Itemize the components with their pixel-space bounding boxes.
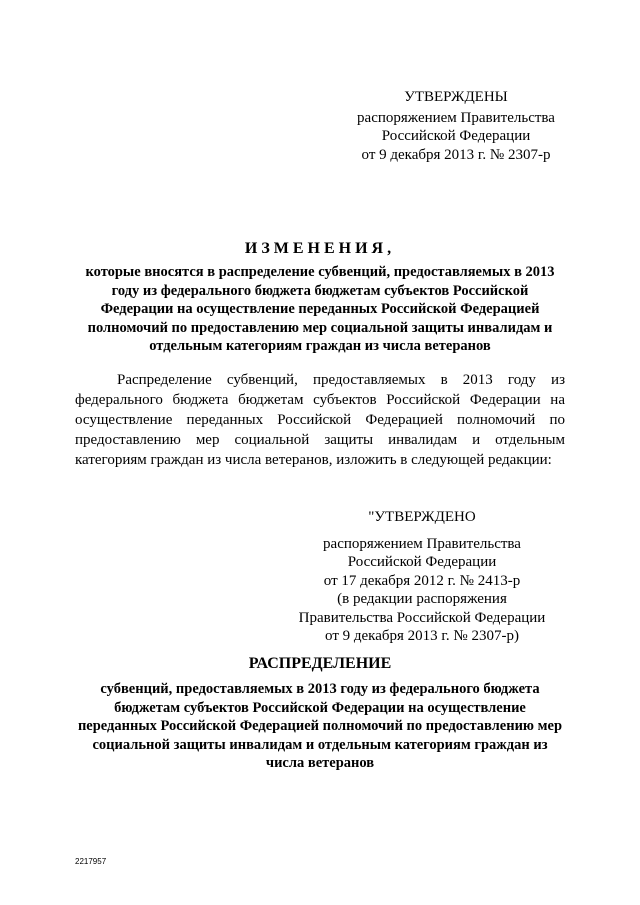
approval-line: распоряжением Правительства [323,535,521,552]
approval-line: от 9 декабря 2013 г. № 2307-р) [325,628,519,644]
approval-line: от 9 декабря 2013 г. № 2307-р [361,146,551,163]
approval-stamp-second [272,508,572,646]
approval-line: Российской Федерации [347,554,497,570]
approval-line: от 17 декабря 2012 г. № 2413-р [323,572,521,589]
distribution-title: РАСПРЕДЕЛЕНИЕ [248,655,392,672]
document-code: 2217957 [75,857,107,866]
body-paragraph: Распределение субвенций, предоставляемых в 2013 году из федерального бюджета бюджетам субъектов Российской Федерации на осуществление переданных Российской Федерацией полномочий по предоставлению мер социальной защиты инвалидам и отдельным категориям граждан из числа ветеранов, изложить в следующей редакции: [75,372,565,468]
distribution-subtitle: субвенций, предоставляемых в 2013 году из федерального бюджета бюджетам субъектов Российской Федерации на осуществление переданных Российской Федерацией полномочий по предоставлению мер социальной защиты инвалидам и отдельным категориям граждан из числа ветеранов [77,681,563,771]
approval-line: Российской Федерации [381,128,531,144]
approval-heading: "УТВЕРЖДЕНО [368,509,476,525]
approval-stamp-top [305,88,607,164]
approval-line: Правительства Российской Федерации [298,609,546,626]
changes-subtitle: которые вносятся в распределение субвенций, предоставляемых в 2013 году из федерального бюджета бюджетам субъектов Российской Федерации на осуществление переданных Российской Федерацией полномочий по предоставлению мер социальной защиты инвалидам и отдельным категориям граждан из числа ветеранов [85,264,555,354]
approval-heading: УТВЕРЖДЕНЫ [404,89,508,105]
approval-line: распоряжением Правительства [357,109,555,126]
approval-line: (в редакции распоряжения [337,591,507,607]
changes-title: ИЗМЕНЕНИЯ, [244,240,396,257]
